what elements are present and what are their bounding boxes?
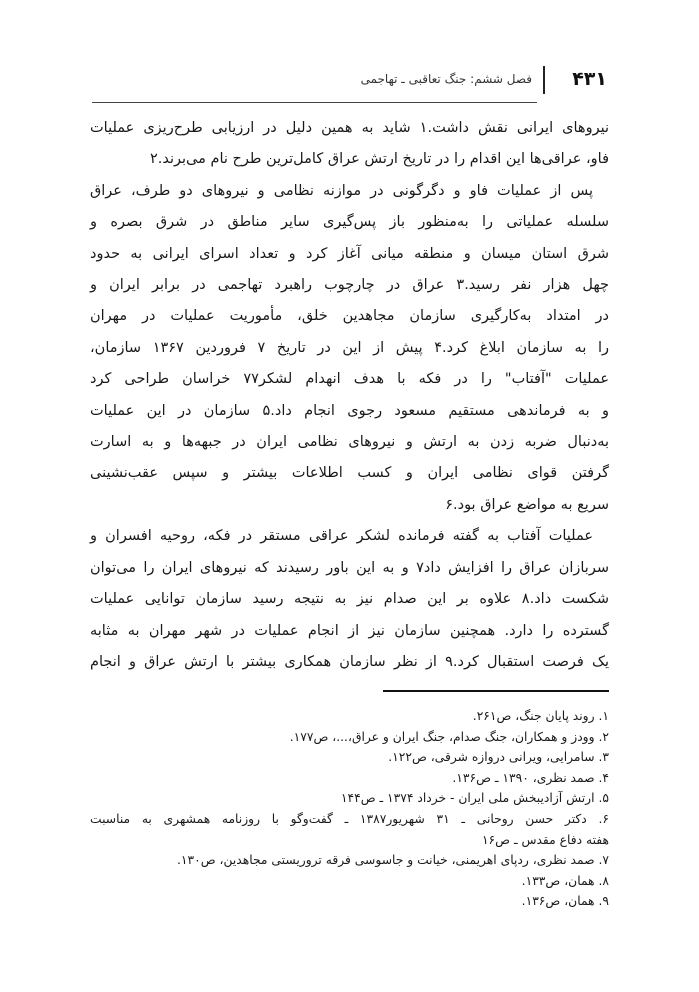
- text-line: و به فرماندهی مستقیم مسعود رجوی انجام داد.۵ سازمان در این عملیات: [90, 402, 609, 419]
- footnote-number: ۵.: [598, 791, 609, 806]
- footnote-number: ۲.: [598, 729, 609, 744]
- chapter-title: فصل ششم: جنگ تعاقبی ـ تهاجمی: [360, 72, 532, 86]
- footnote-text: روند پایان جنگ، ص۲۶۱.: [472, 709, 595, 723]
- footnote-text: همان، ص۱۳۳.: [521, 873, 595, 888]
- text-line: عملیات آفتاب به گفته فرمانده لشکر عراقی مستقر در فکه، روحیه افسران و: [90, 528, 593, 545]
- footnote-number: ۱.: [598, 709, 609, 723]
- page-header: [92, 64, 607, 104]
- text-line: نیروهای ایرانی نقش داشت.۱ شاید به همین دلیل در ارزیابی طرح‌ریزی عملیات: [90, 120, 609, 136]
- footnote-text: وودز و همکاران، جنگ صدام، جنگ ایران و عراق،...، ص۱۷۷.: [289, 729, 595, 744]
- footnote-number: ۳.: [598, 750, 609, 765]
- footnote-2: [90, 727, 609, 748]
- footnote-4: [90, 768, 609, 789]
- text-line: سریع به مواضع عراق بود.۶: [445, 496, 609, 513]
- text-line: یک فرصت استقبال کرد.۹ از نظر سازمان همکاری بیشتر با ارتش عراق و انجام: [90, 653, 610, 670]
- header-rule: [92, 102, 537, 103]
- text-line: سربازان عراق را افزایش داد۷ و به این باور رسیدند که نیروهای ایران را می‌توان: [90, 559, 609, 576]
- footnote-text: صمد نظری، ۱۳۹۰ ـ ص۱۳۶.: [452, 770, 595, 785]
- paragraph-3: [90, 521, 609, 678]
- text-line: پس از عملیات فاو و دگرگونی در موازنه نظامی و نیروهای دو طرف، عراق: [90, 182, 593, 199]
- footnote-number: ۹.: [598, 894, 609, 909]
- body-text: [90, 113, 609, 678]
- text-line: گرفتن قوای نظامی ایران و کسب اطلاعات بیشتر و سپس عقب‌نشینی: [90, 465, 609, 482]
- text-line: سلسله عملیاتی را به‌منظور باز پس‌گیری سایر مناطق در شرق بصره و: [90, 214, 609, 231]
- footnote-9: [90, 891, 609, 912]
- footnote-8: [90, 871, 609, 892]
- footnote-7: [90, 850, 609, 871]
- footnotes: [90, 706, 609, 912]
- text-line: عملیات "آفتاب" را در فکه با هدف انهدام لشکر۷۷ خراسان طراحی کرد: [90, 371, 609, 388]
- text-line: را به سازمان ابلاغ کرد.۴ پیش از این در تاریخ ۷ فروردین ۱۳۶۷ سازمان،: [90, 339, 609, 356]
- footnote-text: سامرایی، ویرانی دروازه شرقی، ص۱۲۲.: [388, 750, 595, 765]
- text-line: گسترده را دارد. همچنین سازمان نیز از انجام عملیات در شهر مهران به مثابه: [90, 622, 609, 639]
- footnote-continuation: هفته دفاع مقدس ـ ص۱۶: [481, 832, 609, 847]
- footnote-text: دکتر حسن روحانی ـ ۳۱ شهریور۱۳۸۷ ـ گفت‌وگو با روزنامه همشهری به مناسبت: [90, 811, 587, 826]
- footnote-number: ۸.: [598, 873, 609, 888]
- footnote-6: [90, 809, 609, 850]
- text-line: شرق استان میسان و منطقه میانی آغاز کرد و تعداد اسرای ایرانی به حدود: [90, 245, 609, 262]
- paragraph-1: [90, 113, 609, 176]
- footnote-separator: [383, 690, 609, 692]
- text-line: شکست داد.۸ علاوه بر این صدام نیز به نتیجه رسید سازمان توانایی عملیات: [90, 591, 609, 608]
- footnote-text: همان، ص۱۳۶.: [521, 894, 595, 909]
- text-line: چهل هزار نفر رسید.۳ عراق در چارچوب راهبرد تهاجمی در برابر ایران و: [90, 277, 609, 294]
- text-line: به‌دنبال ضربه زدن به ارتش و نیروهای نظامی ایران در جبهه‌ها و به اسارت: [90, 434, 609, 451]
- footnote-number: ۶.: [598, 811, 609, 826]
- footnote-5: [90, 788, 609, 809]
- footnote-3: [90, 747, 609, 768]
- text-line: فاو، عراقی‌ها این اقدام را در تاریخ ارتش عراق کامل‌ترین طرح نام می‌برند.۲: [149, 151, 609, 168]
- footnote-text: ارتش آزادیبخش ملی ایران - خرداد ۱۳۷۴ ـ ص۱۴۴: [340, 791, 595, 806]
- footnote-number: ۴.: [598, 770, 609, 785]
- footnote-text: صمد نظری، ردپای اهریمنی، خیانت و جاسوسی فرقه تروریستی مجاهدین، ص۱۳۰.: [177, 853, 595, 868]
- footnote-line: [90, 809, 609, 830]
- header-divider-bar: [543, 66, 545, 94]
- footnote-1: [90, 706, 609, 727]
- paragraph-2: [90, 176, 609, 521]
- text-line: در امتداد به‌کارگیری سازمان مجاهدین خلق، مأموریت عملیات در مهران: [90, 308, 609, 325]
- page-number: ۴۳۱: [572, 68, 607, 90]
- footnote-number: ۷.: [598, 853, 609, 868]
